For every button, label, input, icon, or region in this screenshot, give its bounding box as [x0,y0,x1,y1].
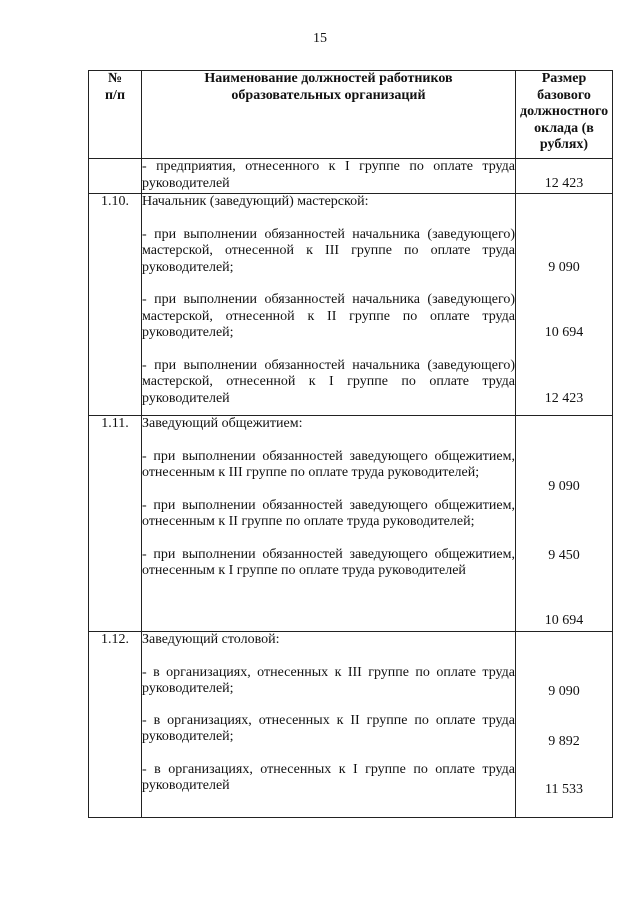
item-text: - при выполнении обязанностей заведующего общежитием, отнесенным к III группе по оплате труда руководителей; [142,448,515,480]
row-value-cell [516,194,613,416]
header-num: № п/п [89,71,142,159]
item-text: - в организациях, отнесенных к II группе по оплате труда руководителей; [142,712,515,744]
salary-value: 10 694 [544,325,584,340]
table-row-continuation [89,159,613,194]
row-value-cell [516,416,613,632]
salary-value: 11 533 [545,782,583,797]
salary-value: 9 090 [548,479,580,494]
row-description [142,159,516,194]
salary-value: 10 694 [544,613,584,628]
salary-value: 12 423 [544,391,584,406]
header-name: Наименование должностей работников образовательных организаций [142,71,516,159]
item-text: - при выполнении обязанностей заведующего общежитием, отнесенным к II группе по оплате труда руководителей; [142,497,515,529]
salary-value: 9 450 [548,548,580,563]
row-number: 1.11. [89,416,142,632]
page-number: 15 [313,31,327,46]
row-description [142,416,516,632]
row-title: Заведующий столовой: [142,632,280,647]
salary-value: 9 892 [548,734,580,749]
table-row-1-12 [89,632,613,818]
table-row-1-10 [89,194,613,416]
item-text: - при выполнении обязанностей начальника (заведующего) мастерской, отнесенной к III группе по оплате труда руководителей; [142,226,515,275]
row-description [142,194,516,416]
item-text: - в организациях, отнесенных к III группе по оплате труда руководителей; [142,664,515,696]
row-num-empty [89,159,142,194]
salary-table [88,70,613,818]
salary-value: 12 423 [544,176,584,191]
row-number: 1.12. [89,632,142,818]
item-text: - в организациях, отнесенных к I группе по оплате труда руководителей [142,761,515,793]
table-header-row [89,71,613,159]
row-title: Начальник (заведующий) мастерской: [142,194,369,209]
salary-value: 9 090 [548,260,580,275]
row-value-cell [516,632,613,818]
item-text: - при выполнении обязанностей заведующего общежитием, отнесенным к I группе по оплате труда руководителей [142,546,515,578]
item-text: - предприятия, отнесенного к I группе по оплате труда руководителей [142,159,515,191]
header-salary: Размер базового должностного оклада (в рублях) [516,71,613,159]
item-text: - при выполнении обязанностей начальника (заведующего) мастерской, отнесенной к II группе по оплате труда руководителей; [142,292,515,340]
table-row-1-11 [89,416,613,632]
salary-value: 9 090 [548,684,580,699]
item-text: - при выполнении обязанностей начальника (заведующего) мастерской, отнесенной к I группе по оплате труда руководителей [142,357,515,406]
row-description [142,632,516,818]
row-value-cell [516,159,613,194]
row-title: Заведующий общежитием: [142,416,303,431]
row-number: 1.10. [89,194,142,416]
